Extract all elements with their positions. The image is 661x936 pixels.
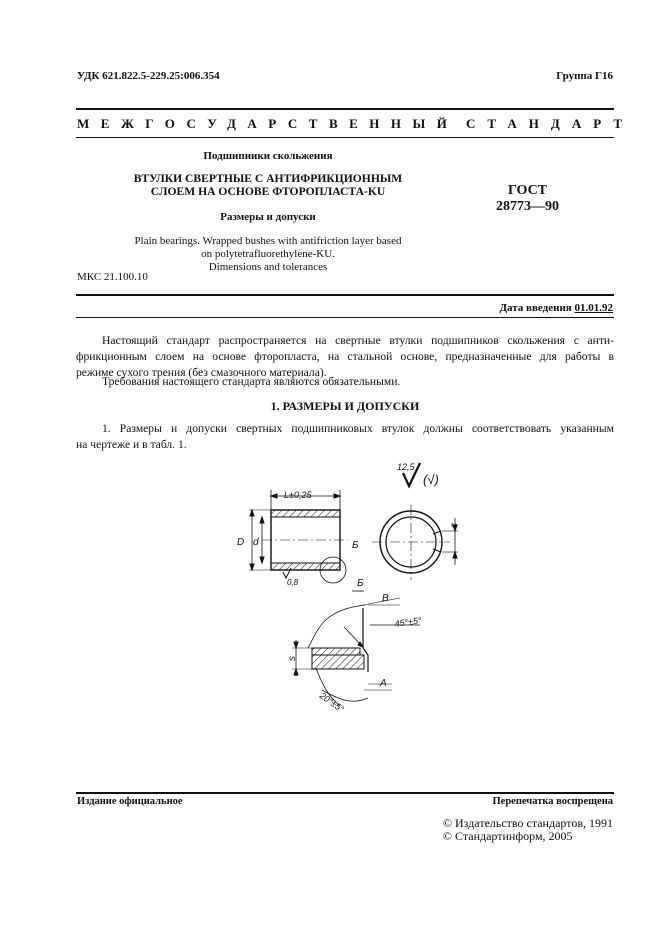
- group-code: Группа Г16: [556, 70, 613, 82]
- inner-roughness-value: 0,8: [287, 578, 299, 587]
- chamfer-angle-label: 45°±5°: [393, 615, 423, 629]
- english-line-2: on polytetrafluorethylene-KU.: [201, 248, 335, 260]
- lead-angle-label: 20°±5°: [317, 690, 346, 715]
- detail-view-title: Б: [357, 578, 364, 589]
- english-line-1: Plain bearings. Wrapped bushes with antifriction layer based: [134, 235, 402, 247]
- roughness-value: 12,5: [397, 462, 415, 472]
- document-subtitle: Размеры и допуски: [220, 211, 316, 223]
- banner-interstate: МЕЖГОСУДАРСТВЕННЫЙ: [77, 116, 459, 131]
- dimension-a-label: A: [380, 678, 387, 689]
- udc-code: УДК 621.822.5-229.25:006.354: [77, 70, 220, 82]
- english-line-3: Dimensions and tolerances: [208, 261, 328, 273]
- scope-line-1: Настоящий стандарт распространяется на свертные втулки подшипников скольжения с анти-: [102, 334, 614, 347]
- title-line-1: ВТУЛКИ СВЕРТНЫЕ С АНТИФРИКЦИОННЫМ: [133, 172, 403, 185]
- length-dimension: L±0,25: [284, 490, 312, 500]
- section-line-1: 1. Размеры и допуски свертных подшипниковых втулок должны соответствовать указанным: [102, 422, 614, 435]
- inner-diameter-label: d: [253, 537, 259, 548]
- bush-section-view: [249, 490, 348, 583]
- bush-end-view: [372, 505, 458, 580]
- gost-number: 28773—90: [496, 199, 559, 214]
- section-line-2: на чертеже и в табл. 1.: [76, 438, 187, 451]
- date-label: Дата введения: [499, 302, 572, 314]
- mks-code: МКС 21.100.10: [77, 271, 148, 283]
- roughness-parenthesis: (√): [423, 472, 439, 487]
- section-heading: 1. РАЗМЕРЫ И ДОПУСКИ: [270, 399, 420, 413]
- banner-standard: СТАНДАРТ: [466, 116, 635, 131]
- copyright-1991: © Издательство стандартов, 1991: [442, 816, 613, 830]
- gost-label: ГОСТ: [507, 183, 548, 198]
- detail-callout-label: Б: [352, 540, 359, 551]
- mandatory-paragraph: Требования настоящего стандарта являются обязательными.: [102, 375, 401, 388]
- official-edition-label: Издание официальное: [77, 796, 183, 807]
- wall-thickness-label: s: [287, 656, 298, 661]
- copyright-2005: © Стандартинформ, 2005: [442, 829, 573, 843]
- outer-diameter-label: D: [237, 537, 245, 548]
- copyright-block: [443, 817, 613, 843]
- roughness-symbol: [397, 462, 439, 487]
- date-value: 01.01.92: [574, 302, 613, 314]
- footer-rule: [76, 792, 614, 794]
- scope-line-3: режиме сухого трения (без смазочного материала).: [76, 366, 327, 379]
- dimension-b-label: B: [382, 593, 389, 604]
- title-line-2: СЛОЕМ НА ОСНОВЕ ФТОРОПЛАСТА-KU: [150, 185, 386, 198]
- scope-line-2: фрикционным слоем на основе фторопласта, на стальной основе, предназначенные для работы в: [76, 350, 614, 363]
- chamfer-detail-view: [292, 591, 420, 706]
- category-label: Подшипники скольжения: [203, 150, 333, 162]
- joint-gap-label: c: [449, 523, 460, 528]
- reprint-prohibited-label: Перепечатка воспрещена: [492, 796, 613, 807]
